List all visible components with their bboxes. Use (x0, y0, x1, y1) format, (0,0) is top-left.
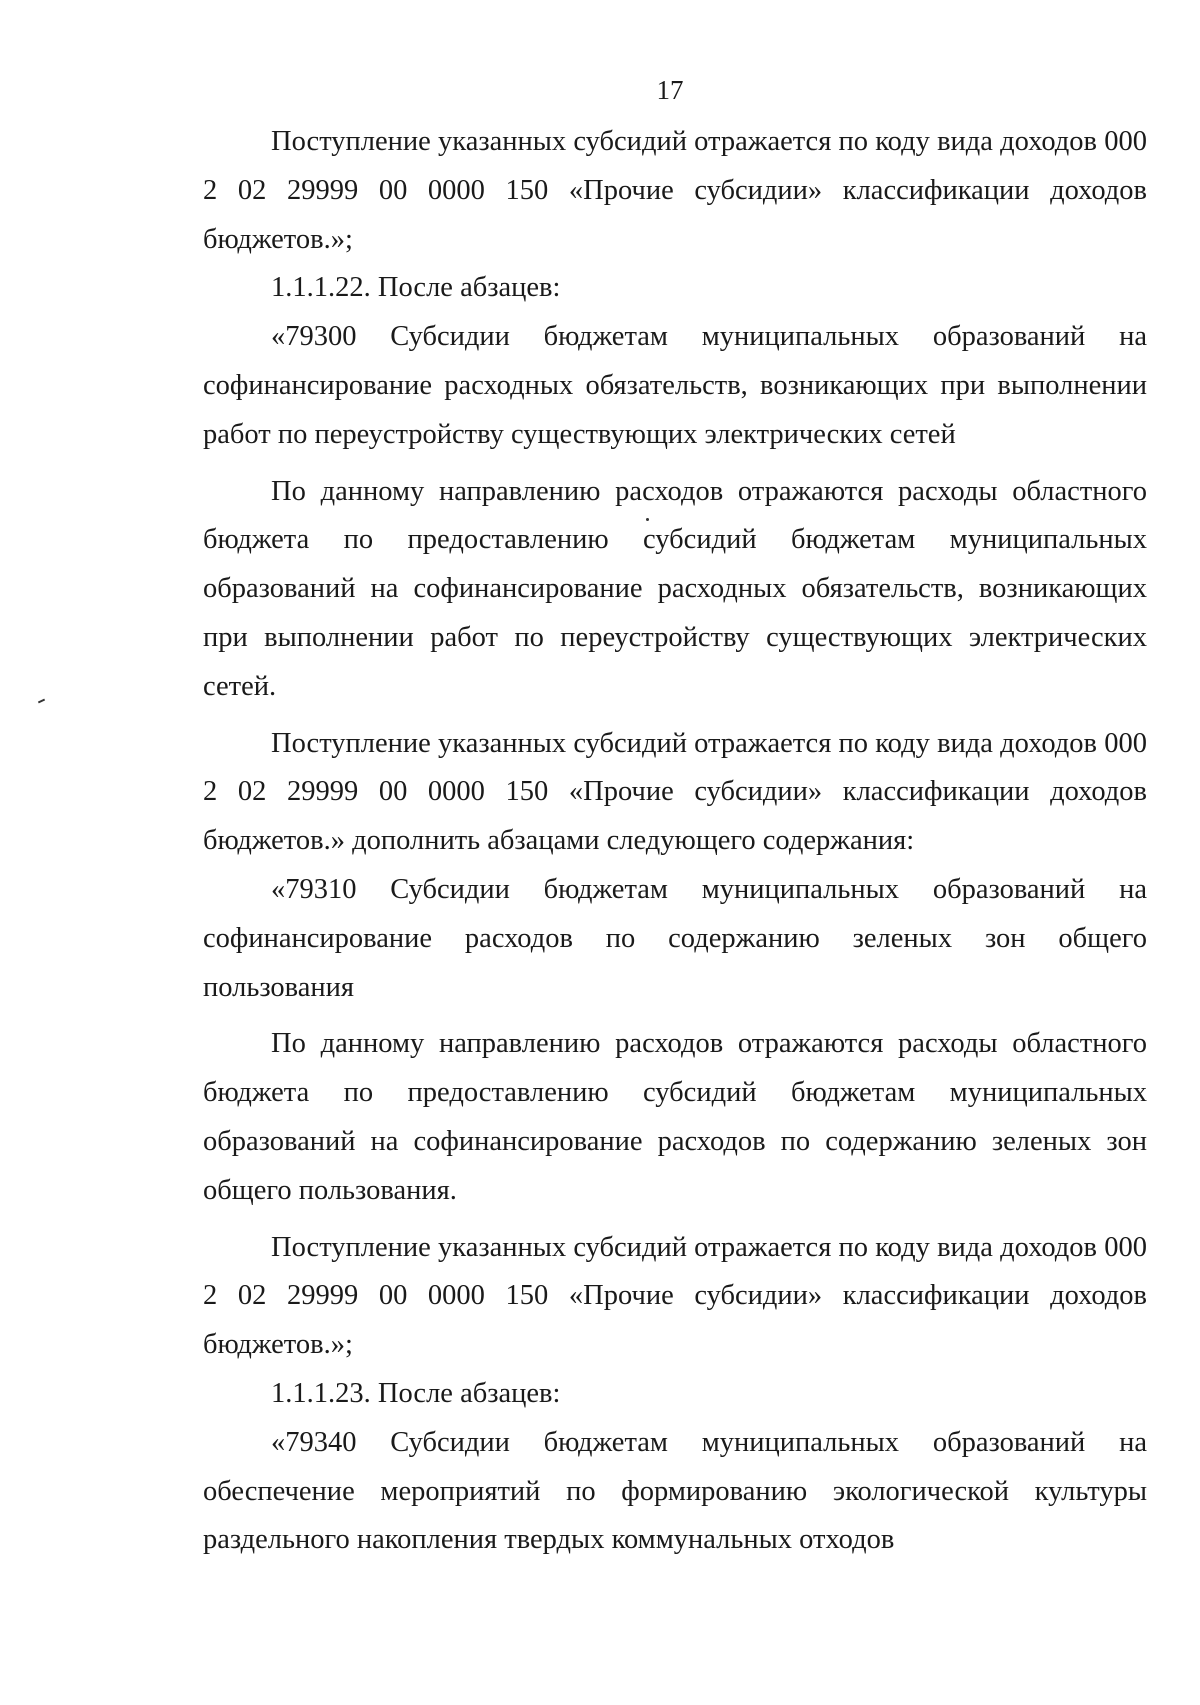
paragraph-direction-79300: По данному направлению расходов отражаются расходы областного бюджета по предоставлению субсидий бюджетам муниципальных образований на софинансирование расходных обязательств, возникающих при выполнении работ по переустройству существующих электрических сетей. (203, 475, 1147, 702)
scan-artifact-mark (38, 699, 45, 704)
paragraph-receipt-2: Поступление указанных субсидий отражается по коду вида доходов 000 2 02 29999 00 0000 150 «Прочие субсидии» классификации доходов бюджетов.» дополнить абзацами следующего содержания: (203, 727, 1147, 857)
page-number: 17 (656, 75, 684, 105)
paragraph-receipt-3: Поступление указанных субсидий отражается по коду вида доходов 000 2 02 29999 00 0000 150 «Прочие субсидии» классификации доходов бюджетов.»; (203, 1231, 1147, 1361)
paragraph-code-79340: «79340 Субсидии бюджетам муниципальных образований на обеспечение мероприятий по формированию экологической культуры раздельного накопления твердых коммунальных отходов (203, 1426, 1147, 1556)
paragraph-item-1-1-1-23: 1.1.1.23. После абзацев: (271, 1377, 561, 1409)
paragraph-code-79310: «79310 Субсидии бюджетам муниципальных образований на софинансирование расходов по содержанию зеленых зон общего пользования (203, 873, 1147, 1003)
scan-artifact-dot (646, 518, 649, 521)
document-body (203, 118, 1147, 1565)
paragraph-code-79300: «79300 Субсидии бюджетам муниципальных образований на софинансирование расходных обязательств, возникающих при выполнении работ по переустройству существующих электрических сетей (203, 321, 1147, 450)
paragraph-receipt-1: Поступление указанных субсидий отражается по коду вида доходов 000 2 02 29999 00 0000 150 «Прочие субсидии» классификации доходов бюджетов.»; (203, 126, 1147, 255)
paragraph-item-1-1-1-22: 1.1.1.22. После абзацев: (271, 272, 561, 304)
paragraph-direction-79310: По данному направлению расходов отражаются расходы областного бюджета по предоставлению субсидий бюджетам муниципальных образований на софинансирование расходов по содержанию зеленых зон общего пользования. (203, 1028, 1147, 1206)
